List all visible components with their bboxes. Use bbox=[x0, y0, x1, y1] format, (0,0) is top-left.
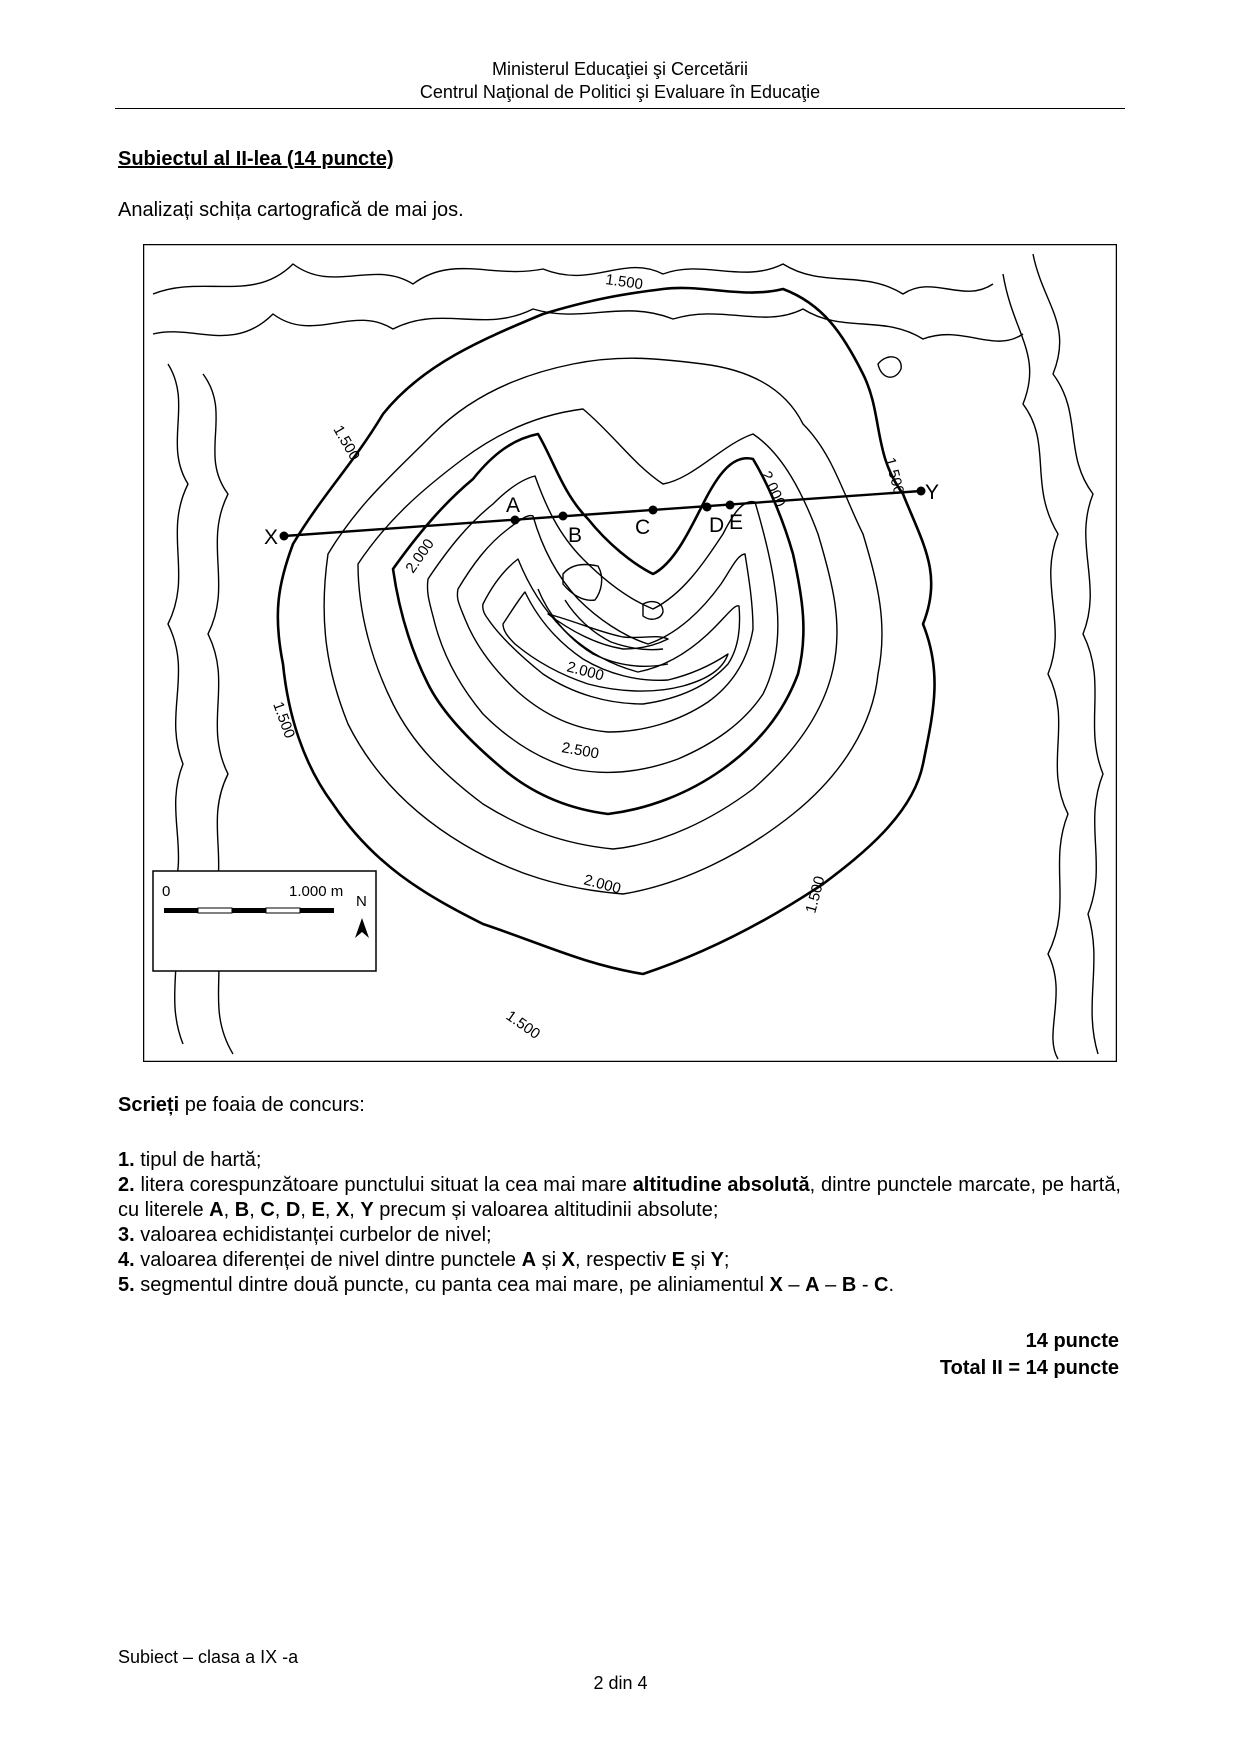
points-total: Total II = 14 puncte bbox=[939, 1357, 1119, 1379]
points-summary bbox=[940, 1328, 1119, 1382]
instruction-rest: pe foaia de concurs: bbox=[179, 1094, 365, 1116]
footer-page-number: 2 din 4 bbox=[593, 1673, 648, 1693]
scale-segment-3 bbox=[232, 908, 266, 913]
contour-label-1500-right: 1.500 bbox=[881, 455, 908, 497]
task-1: 1. tipul de hartă; bbox=[118, 1149, 262, 1171]
task-list bbox=[118, 1148, 1121, 1298]
topographic-map bbox=[143, 244, 1117, 1062]
task-5: 5. segmentul dintre două puncte, cu panta cea mai mare, pe aliniamentul X – A – B - C. bbox=[118, 1274, 895, 1296]
point-d-label: D bbox=[709, 514, 725, 537]
header-center: Centrul Naţional de Politici şi Evaluare în Educaţie bbox=[419, 82, 821, 102]
point-e-marker bbox=[726, 501, 735, 510]
footer-subject: Subiect – clasa a IX -a bbox=[118, 1647, 299, 1667]
point-c-label: C bbox=[635, 516, 651, 539]
point-c-marker bbox=[649, 506, 658, 515]
contour-label-2000-left: 2.000 bbox=[402, 535, 438, 577]
task-2: 2. litera corespunzătoare punctului situat la cea mai mare altitudine absolută, dintre punctele marcate, pe hartă, cu literele A, B, C, D, E, X, Y precum și valoarea altitudinii absolute; bbox=[118, 1174, 1121, 1221]
contour-label-1500-bottom: 1.500 bbox=[502, 1007, 544, 1043]
section-title: Subiectul al II-lea (14 puncte) bbox=[118, 148, 394, 170]
points-value: 14 puncte bbox=[1025, 1330, 1119, 1352]
header-ministry: Ministerul Educaţiei şi Cercetării bbox=[491, 59, 749, 79]
point-d-marker bbox=[703, 503, 712, 512]
instruction-bold: Scrieți bbox=[118, 1094, 180, 1116]
document-header bbox=[115, 58, 1125, 104]
contour-label-1500-left: 1.500 bbox=[329, 422, 364, 464]
contour-label-1500-lower-right: 1.500 bbox=[802, 874, 829, 916]
point-e-label: E bbox=[729, 511, 744, 534]
contour-label-2000-right: 2.000 bbox=[757, 468, 789, 510]
header-divider bbox=[115, 108, 1125, 109]
task-4: 4. valoarea diferenței de nivel dintre punctele A și X, respectiv E și Y; bbox=[118, 1249, 730, 1271]
scale-segment-5 bbox=[300, 908, 334, 913]
point-x-marker bbox=[280, 532, 289, 541]
scale-segment-1 bbox=[164, 908, 198, 913]
contour-label-2500: 2.500 bbox=[560, 739, 601, 763]
contour-label-2000-bottom: 2.000 bbox=[581, 871, 623, 898]
point-x-label: X bbox=[264, 526, 279, 549]
task-3: 3. valoarea echidistanței curbelor de nivel; bbox=[118, 1224, 492, 1246]
scale-bar bbox=[153, 871, 376, 971]
point-b-marker bbox=[559, 512, 568, 521]
scale-zero-label: 0 bbox=[162, 883, 171, 900]
intro-text: Analizați schița cartografică de mai jos. bbox=[118, 199, 464, 221]
scale-length-label: 1.000 m bbox=[289, 883, 344, 900]
point-a-label: A bbox=[506, 494, 521, 517]
contour-label-2000-inner: 2.000 bbox=[564, 658, 606, 685]
point-b-label: B bbox=[568, 524, 583, 547]
scale-segment-4 bbox=[266, 908, 300, 913]
contour-label-1500-lower-left: 1.500 bbox=[269, 699, 299, 741]
north-label: N bbox=[356, 893, 367, 910]
instruction-line bbox=[118, 1094, 365, 1117]
scale-segment-2 bbox=[198, 908, 232, 913]
contour-label-1500-top: 1.500 bbox=[604, 271, 644, 294]
point-y-label: Y bbox=[925, 481, 940, 504]
